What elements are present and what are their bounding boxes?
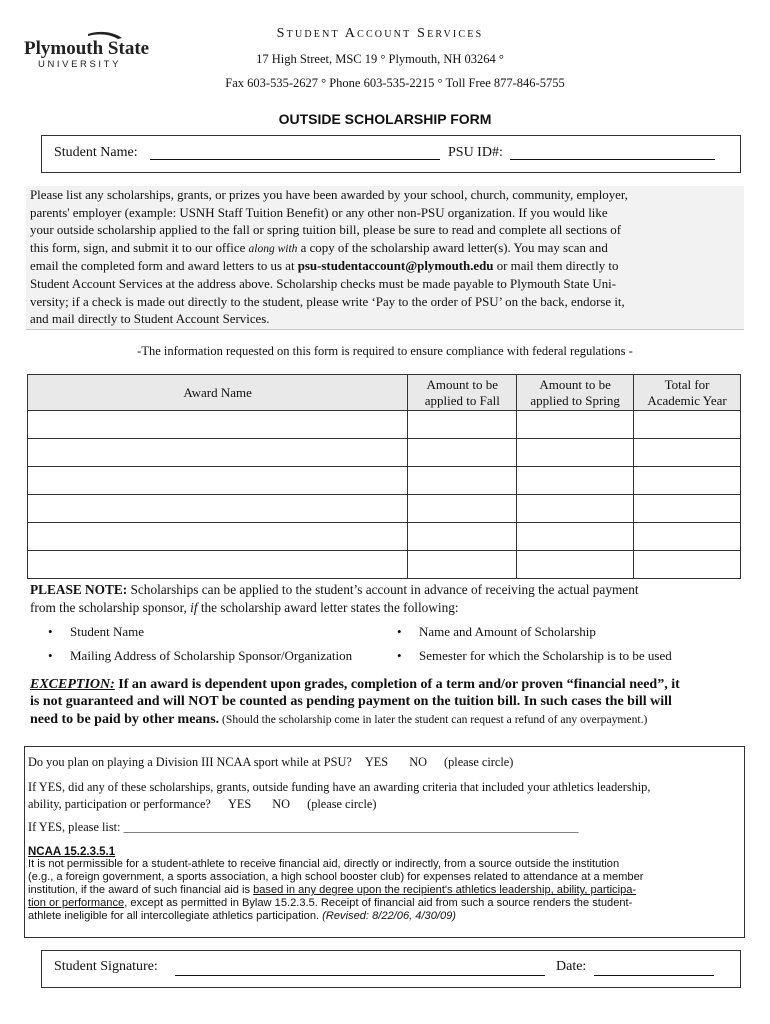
header-text: applied to Spring [530,392,620,408]
intro-text: email the completed form and award letters to us at [30,259,298,274]
spring-amount-cell[interactable] [517,523,634,551]
intro-text: this form, sign, and submit it to our office [30,240,249,255]
instructions-paragraph [26,186,744,330]
total-cell[interactable] [634,467,741,495]
revision-date: (Revised: 8/22/06, 4/30/09) [322,910,456,923]
bullet-icon: • [397,648,402,663]
ncaa-text: , except as permitted in Bylaw 15.2.3.5. Receipt of financial aid from such a source renders the student- [124,897,633,910]
psu-id-field[interactable] [510,159,715,160]
spring-amount-cell[interactable] [517,439,634,467]
intro-text: or mail them directly to [493,259,619,274]
yes-option[interactable]: YES [364,755,389,769]
list-item [397,624,737,642]
award-name-cell[interactable] [28,411,408,439]
note-line [30,581,745,599]
fall-amount-cell[interactable] [408,439,517,467]
department-heading: Student Account Services [276,26,484,41]
header-text: Amount to be [539,376,611,392]
email-link[interactable]: psu-studentaccount@plymouth.edu [297,259,494,274]
student-name-field[interactable] [150,159,440,160]
intro-line: versity; if a check is made out directly to the student, please write ‘Pay to the order of PSU’ on the back, endorse it, [30,294,625,309]
exception-small-text: (Should the scholarship come in later the student can request a refund of any overpayment.) [219,712,648,726]
total-cell[interactable] [634,523,741,551]
contact-line: Fax 603-535-2627 ° Phone 603-535-2215 ° Toll Free 877-846-5755 [225,76,565,90]
intro-line: your outside scholarship applied to the fall or spring tuition bill, please be sure to read and complete all sections of [30,223,622,238]
header-text: Total for [664,376,710,392]
bullet-text: Mailing Address of Scholarship Sponsor/Organization [70,648,353,663]
question-text: ability, participation or performance? [28,796,211,811]
fall-amount-header [408,375,517,411]
table-row [28,467,741,495]
list-item [48,648,388,666]
award-table [27,374,741,579]
intro-line: and mail directly to Student Account Services. [30,312,270,327]
exception-line [30,711,742,728]
bullet-text: Student Name [70,624,145,639]
award-table-header [28,375,741,411]
intro-line: Student Account Services at the address above. Scholarship checks must be made payable to Plymouth State Uni- [30,276,617,291]
circle-instruction: (please circle) [307,796,377,811]
date-label: Date: [556,959,587,974]
date-field[interactable] [594,975,714,976]
fall-amount-cell[interactable] [408,551,517,579]
table-row [28,411,741,439]
bullet-icon: • [397,624,402,639]
question-text: Do you plan on playing a Division III NCAA sport while at PSU? [28,755,352,769]
note-label: PLEASE NOTE: [30,582,128,597]
note-text: the scholarship award letter states the following: [197,599,459,615]
spring-amount-cell[interactable] [517,411,634,439]
award-name-cell[interactable] [28,523,408,551]
intro-text: a copy of the scholarship award letter(s). You may scan and [297,240,608,255]
compliance-note: -The information requested on this form is required to ensure compliance with federal regulations - [137,344,633,358]
header-text: Academic Year [647,392,727,408]
table-row [28,523,741,551]
note-text: Scholarships can be applied to the student’s account in advance of receiving the actual payment [127,582,639,597]
note-line [30,599,745,617]
bullet-text: Semester for which the Scholarship is to be used [419,648,672,663]
no-option[interactable]: NO [409,755,427,769]
address-line: 17 High Street, MSC 19 ° Plymouth, NH 03264 ° [256,52,504,66]
exception-note [30,676,742,728]
ncaa-line [28,884,742,897]
sports-list-field[interactable]: ___________________________________________________________________________________________ [123,823,579,834]
logo-name: Plymouth State [24,38,150,59]
fall-amount-cell[interactable] [408,523,517,551]
header-text: applied to Fall [424,392,500,408]
award-name-cell[interactable] [28,551,408,579]
header-text: Amount to be [426,376,499,392]
ncaa-line [28,897,742,910]
please-note [30,581,745,616]
total-header [634,375,741,411]
bullet-text: Name and Amount of Scholarship [419,624,596,639]
fall-amount-cell[interactable] [408,411,517,439]
spring-amount-cell[interactable] [517,551,634,579]
no-option[interactable]: NO [272,796,291,811]
fall-amount-cell[interactable] [408,495,517,523]
list-item [48,624,388,642]
table-row [28,439,741,467]
ncaa-text: athlete ineligible for all intercollegiate athletics participation. [28,910,323,923]
fall-amount-cell[interactable] [408,467,517,495]
ncaa-text: (e.g., a foreign government, a sports association, a high school booster club) for expenses related to attendance at a member [28,871,644,884]
note-emphasis: if [190,599,198,615]
signature-box [41,950,741,988]
ncaa-line [28,910,742,923]
spring-amount-cell[interactable] [517,467,634,495]
question-text: If YES, did any of these scholarships, grants, outside funding have an awarding criteria that included your athletics leadership, [28,780,651,794]
exception-line: is not guaranteed and will NOT be counted as pending payment on the tuition bill. In such cases the bill will [30,694,672,710]
exception-text: If an award is dependent upon grades, completion of a term and/or proven “financial need”, it [114,677,680,692]
intro-line: parents' employer (example: USNH Staff Tuition Benefit) or any other non-PSU organization. If you would like [30,205,608,220]
athletics-section [24,746,745,938]
question-text: If YES, please list: [28,820,121,834]
total-cell[interactable] [634,495,741,523]
signature-field[interactable] [175,975,545,976]
exception-line [30,676,742,693]
psu-id-label: PSU ID#: [448,145,503,160]
table-row [28,495,741,523]
ncaa-heading: NCAA 15.2.3.5.1 [28,846,116,858]
award-name-header: Award Name [28,375,408,411]
note-text: from the scholarship sponsor, [30,599,191,615]
intro-line [30,258,740,276]
exception-text: need to be paid by other means. [30,711,220,727]
total-cell[interactable] [634,411,741,439]
ncaa-underlined-text: tion or performance [28,897,125,910]
award-name-cell[interactable] [28,439,408,467]
exception-label: EXCEPTION: [30,677,115,692]
bullet-icon: • [48,648,53,663]
ncaa-rule [28,858,742,923]
award-name-cell[interactable] [28,495,408,523]
question-line [28,796,740,813]
athletics-question-2 [28,779,740,812]
logo-sub: UNIVERSITY [38,59,122,70]
yes-option[interactable]: YES [227,796,252,811]
total-cell[interactable] [634,551,741,579]
psu-logo [22,30,162,72]
signature-label: Student Signature: [54,959,158,974]
intro-line: Please list any scholarships, grants, or prizes you have been awarded by your school, church, community, employer, [30,188,628,202]
form-title: OUTSIDE SCHOLARSHIP FORM [278,111,492,127]
student-info-box [41,135,741,173]
spring-amount-header [517,375,634,411]
ncaa-text: institution, if the award of such financial aid is [28,884,254,897]
total-cell[interactable] [634,439,741,467]
ncaa-text: It is not permissible for a student-athlete to receive financial aid, directly or indirectly, from a source outside the institution [28,858,620,870]
bullet-icon: • [48,624,53,639]
circle-instruction: (please circle) [444,755,514,769]
intro-line [30,240,740,259]
ncaa-underlined-text: based in any degree upon the recipient's athletics leadership, ability, participa- [253,884,637,897]
list-item [397,648,737,666]
table-row [28,551,741,579]
athletics-question-3 [28,819,740,838]
award-name-cell[interactable] [28,467,408,495]
intro-emphasis: along with [248,242,298,255]
athletics-question-1 [28,754,740,771]
student-name-label: Student Name: [54,145,138,160]
spring-amount-cell[interactable] [517,495,634,523]
